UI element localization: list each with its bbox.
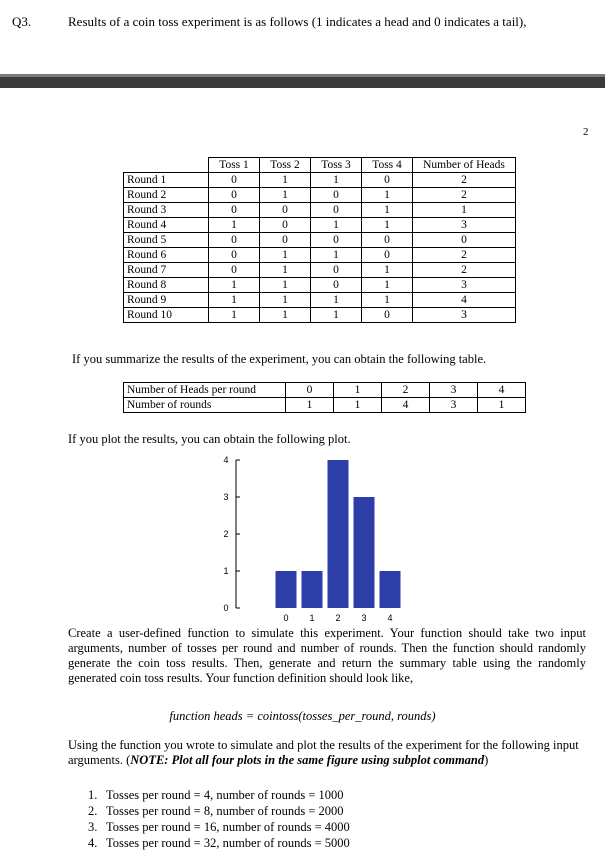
round-label: Round 6 [124, 248, 209, 263]
x-tick-label: 0 [283, 613, 289, 623]
toss-cell: 1 [260, 278, 311, 293]
header-toss-1: Toss 1 [209, 158, 260, 173]
toss-cell: 1 [362, 263, 413, 278]
toss-cell: 1 [362, 278, 413, 293]
heads-count-cell: 2 [413, 263, 516, 278]
results-row [124, 278, 516, 293]
summary-row-heads [124, 383, 526, 398]
toss-cell: 0 [362, 248, 413, 263]
round-label: Round 5 [124, 233, 209, 248]
usage-text: Using the function you wrote to simulate and plot the results of the experiment for the following input arguments. ( [68, 738, 579, 767]
summary-rounds-value: 1 [478, 398, 526, 413]
usage-note: NOTE: Plot all four plots in the same figure using subplot command [130, 753, 485, 767]
toss-cell: 0 [362, 233, 413, 248]
toss-cell: 0 [311, 233, 362, 248]
summary-rounds-value: 4 [382, 398, 430, 413]
y-ticks [223, 455, 240, 613]
summary-row-rounds [124, 398, 526, 413]
bar [302, 571, 323, 608]
heads-count-cell: 0 [413, 233, 516, 248]
summary-heads-value: 1 [334, 383, 382, 398]
round-label: Round 4 [124, 218, 209, 233]
toss-cell: 1 [209, 308, 260, 323]
summary-heads-value: 4 [478, 383, 526, 398]
bar [328, 460, 349, 608]
toss-cell: 1 [311, 248, 362, 263]
results-body [124, 173, 516, 323]
toss-cell: 0 [260, 203, 311, 218]
heads-count-cell: 3 [413, 278, 516, 293]
usage-close: ) [484, 753, 489, 767]
case-list [88, 787, 350, 851]
results-corner-cell [124, 158, 209, 173]
toss-cell: 0 [209, 263, 260, 278]
toss-cell: 1 [260, 248, 311, 263]
toss-cell: 1 [311, 173, 362, 188]
case-text: Tosses per round = 4, number of rounds = 1000 [106, 788, 344, 802]
case-item [88, 803, 350, 819]
toss-cell: 1 [311, 308, 362, 323]
results-row [124, 248, 516, 263]
case-text: Tosses per round = 16, number of rounds = 4000 [106, 820, 350, 834]
results-row [124, 293, 516, 308]
summary-heads-value: 0 [286, 383, 334, 398]
toss-cell: 0 [362, 308, 413, 323]
y-tick-label: 4 [223, 455, 229, 465]
summary-heads-label: Number of Heads per round [124, 383, 286, 398]
bars [276, 460, 401, 608]
toss-cell: 1 [311, 293, 362, 308]
summary-heads-value: 3 [430, 383, 478, 398]
histogram-chart [196, 452, 416, 624]
results-row [124, 188, 516, 203]
y-tick-label: 1 [223, 566, 229, 576]
case-item [88, 787, 350, 803]
page-divider-highlight [0, 74, 605, 77]
heads-count-cell: 4 [413, 293, 516, 308]
toss-cell: 0 [209, 233, 260, 248]
toss-cell: 1 [260, 308, 311, 323]
case-number: 4. [88, 836, 98, 850]
toss-cell: 0 [260, 218, 311, 233]
header-number-of-heads: Number of Heads [413, 158, 516, 173]
heads-count-cell: 2 [413, 173, 516, 188]
x-ticks [283, 613, 392, 623]
toss-cell: 0 [209, 203, 260, 218]
heads-count-cell: 2 [413, 248, 516, 263]
case-number: 1. [88, 788, 98, 802]
toss-cell: 0 [260, 233, 311, 248]
results-row [124, 308, 516, 323]
heads-count-cell: 1 [413, 203, 516, 218]
y-tick-label: 3 [223, 492, 229, 502]
round-label: Round 1 [124, 173, 209, 188]
results-row [124, 263, 516, 278]
x-tick-label: 3 [361, 613, 367, 623]
bar [380, 571, 401, 608]
task-description: Create a user-defined function to simulate this experiment. Your function should take two input arguments, number of tosses per round and number of rounds. Then the function should randomly generate the coin toss results. Then, generate and return the summary table using the randomly generated coin toss results. Your function definition should look like, [68, 626, 586, 685]
toss-cell: 1 [260, 263, 311, 278]
y-tick-label: 0 [223, 603, 229, 613]
case-text: Tosses per round = 8, number of rounds = 2000 [106, 804, 344, 818]
x-tick-label: 2 [335, 613, 341, 623]
round-label: Round 10 [124, 308, 209, 323]
round-label: Round 3 [124, 203, 209, 218]
results-table [123, 157, 516, 323]
header-toss-2: Toss 2 [260, 158, 311, 173]
toss-cell: 1 [260, 173, 311, 188]
plot-intro-text: If you plot the results, you can obtain the following plot. [68, 432, 351, 446]
toss-cell: 1 [311, 218, 362, 233]
page-number: 2 [583, 126, 589, 138]
toss-cell: 1 [260, 188, 311, 203]
toss-cell: 0 [209, 188, 260, 203]
x-tick-label: 4 [387, 613, 393, 623]
heads-count-cell: 3 [413, 218, 516, 233]
toss-cell: 0 [311, 203, 362, 218]
results-row [124, 233, 516, 248]
heads-count-cell: 3 [413, 308, 516, 323]
case-number: 3. [88, 820, 98, 834]
header-toss-3: Toss 3 [311, 158, 362, 173]
summary-rounds-label: Number of rounds [124, 398, 286, 413]
toss-cell: 1 [209, 293, 260, 308]
question-text: Results of a coin toss experiment is as follows (1 indicates a head and 0 indicates a tail), [68, 14, 527, 29]
toss-cell: 1 [362, 218, 413, 233]
summary-rounds-value: 3 [430, 398, 478, 413]
toss-cell: 0 [209, 173, 260, 188]
toss-cell: 1 [209, 278, 260, 293]
bar [276, 571, 297, 608]
case-item [88, 835, 350, 851]
function-definition: function heads = cointoss(tosses_per_round, rounds) [169, 709, 436, 723]
toss-cell: 0 [209, 248, 260, 263]
toss-cell: 0 [362, 173, 413, 188]
round-label: Round 8 [124, 278, 209, 293]
toss-cell: 1 [260, 293, 311, 308]
header-toss-4: Toss 4 [362, 158, 413, 173]
summary-rounds-value: 1 [286, 398, 334, 413]
summary-table [123, 382, 526, 413]
round-label: Round 9 [124, 293, 209, 308]
case-number: 2. [88, 804, 98, 818]
bar [354, 497, 375, 608]
round-label: Round 2 [124, 188, 209, 203]
case-text: Tosses per round = 32, number of rounds = 5000 [106, 836, 350, 850]
results-header-row [124, 158, 516, 173]
toss-cell: 1 [362, 203, 413, 218]
case-item [88, 819, 350, 835]
summary-rounds-value: 1 [334, 398, 382, 413]
results-row [124, 173, 516, 188]
x-tick-label: 1 [309, 613, 315, 623]
results-row [124, 203, 516, 218]
summary-heads-value: 2 [382, 383, 430, 398]
toss-cell: 0 [311, 188, 362, 203]
summary-intro-text: If you summarize the results of the experiment, you can obtain the following table. [72, 352, 487, 366]
question-number: Q3. [12, 14, 32, 29]
results-row [124, 218, 516, 233]
toss-cell: 1 [362, 188, 413, 203]
round-label: Round 7 [124, 263, 209, 278]
toss-cell: 0 [311, 263, 362, 278]
heads-count-cell: 2 [413, 188, 516, 203]
toss-cell: 0 [311, 278, 362, 293]
toss-cell: 1 [209, 218, 260, 233]
usage-instructions [68, 738, 586, 768]
toss-cell: 1 [362, 293, 413, 308]
y-tick-label: 2 [223, 529, 229, 539]
